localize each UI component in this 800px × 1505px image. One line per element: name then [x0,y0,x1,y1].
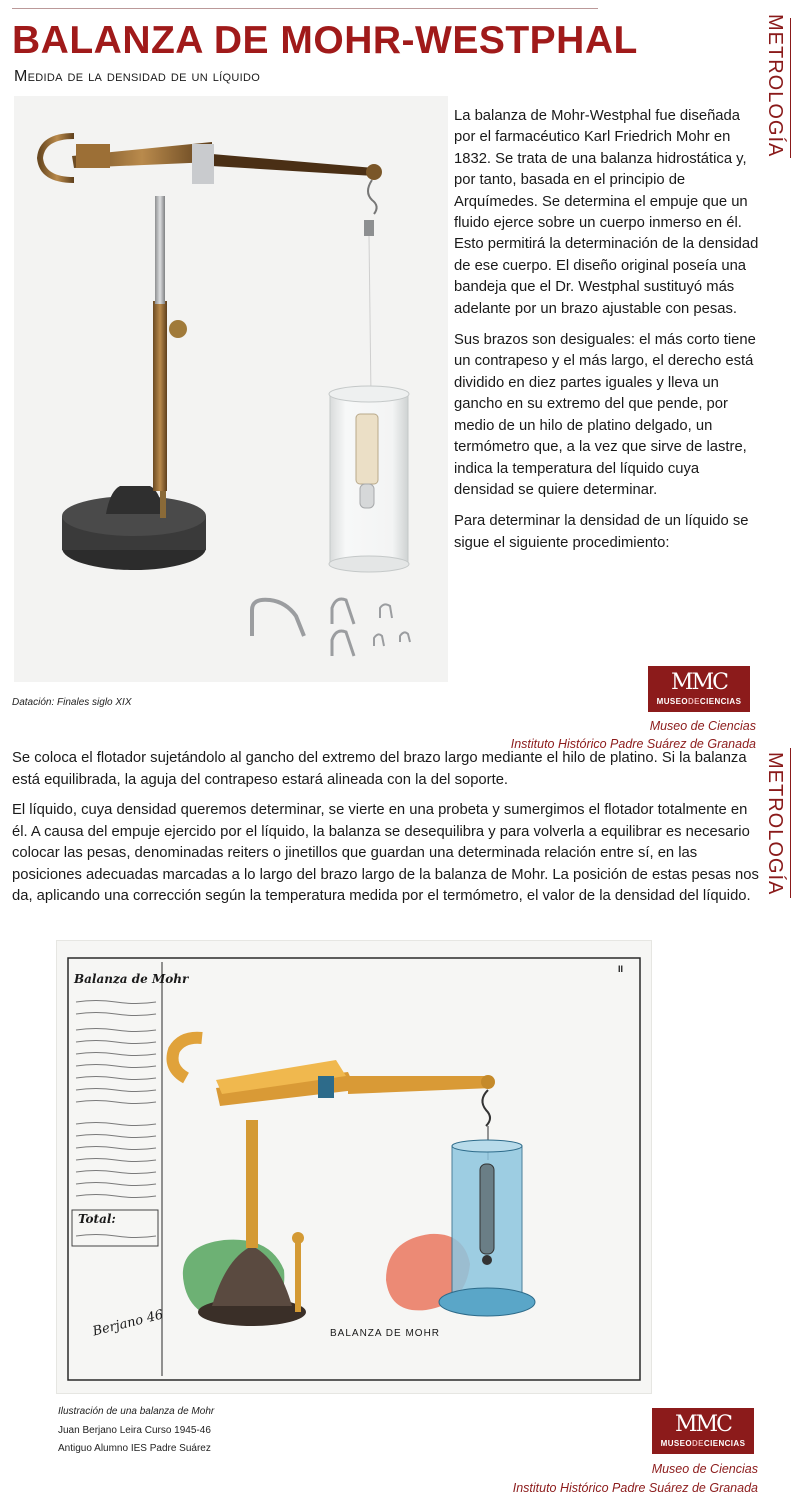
drawing-label: BALANZA DE MOHR [330,1328,441,1339]
museum-logo [652,1408,754,1454]
museum-institute: Instituto Histórico Padre Suárez de Granada [512,1481,758,1495]
museum-name: Museo de Ciencias [649,719,756,733]
drawing-caption-author: Juan Berjano Leira Curso 1945-46 [58,1425,211,1436]
intro-paragraph: Sus brazos son desiguales: el más corto tiene un contrapeso y el más largo, el derecho está dividido en diez partes iguales y lleva un gancho en su extremo del que pende, por medio de un hilo de platino delgado, un termómetro que, a la vez que sirve de lastre, indica la temperatura del líquido cuya densidad se quiere determinar. [454,332,756,498]
museum-logo [648,666,750,712]
side-label-bottom: METROLOGÍA [764,752,786,896]
photo-caption: Datación: Finales siglo XIX [12,697,132,708]
intro-paragraph: Para determinar la densidad de un líquido se sigue el siguiente procedimiento: [454,513,749,551]
page-title: BALANZA DE MOHR-WESTPHAL [12,19,638,62]
drawing-total-label: Total: [78,1212,116,1226]
side-label-top: METROLOGÍA [764,14,786,158]
logo-text: MUSEODECIENCIAS [660,1439,746,1448]
logo-text: MUSEODECIENCIAS [656,697,742,706]
logo-mark: MMC [675,1412,731,1437]
procedure-paragraph: El líquido, cuya densidad queremos determinar, se vierte en una probeta y sumergimos el flotador totalmente en él. A causa del empuje ejercido por el líquido, la balanza se desequilibra y para volverla a equilibrar es necesario colocar las pesas, denominadas reiters o jinetillos que guardan una determinada relación entre sí, en las posiciones adecuadas marcadas a lo largo del brazo largo de la balanza de Mohr. La posición de estas pesas nos da, aplicando una corrección según la temperatura medida por el termómetro, el valor de la densidad del líquido. [12,802,759,904]
side-rule-bottom [790,748,791,898]
intro-text [454,106,760,564]
drawing-caption-title: Ilustración de una balanza de Mohr [58,1406,215,1417]
procedure-text [12,748,762,917]
top-rule [12,8,598,9]
intro-paragraph: La balanza de Mohr-Westphal fue diseñada por el farmacéutico Karl Friedrich Mohr en 1832. Se trata de una balanza hidrostática y, por tanto, basada en el principio de Arquímedes. Se determina el empuje que un fluido ejerce sobre un cuerpo inmerso en él. Esto permitirá la determinación de la densidad de ese cuerpo. El diseño original poseía una bandeja que el Dr. Westphal sustituyó más adelante por un brazo ajustable con pesas. [454,108,759,317]
student-drawing [56,940,652,1394]
procedure-paragraph: Se coloca el flotador sujetándolo al gancho del extremo del brazo largo mediante el hilo de platino. Si la balanza está equilibrada, la aguja del contrapeso estará alineada con la del soporte. [12,750,747,788]
drawing-caption-alumni: Antiguo Alumno IES Padre Suárez [58,1443,211,1454]
drawing-heading: Balanza de Mohr [74,972,189,986]
balance-photo-illustration [14,96,448,682]
drawing-signature: Berjano 46 [91,1307,165,1340]
logo-mark: MMC [671,670,727,695]
side-rule-top [790,18,791,158]
page-subtitle: Medida de la densidad de un líquido [14,68,261,85]
museum-institute: Instituto Histórico Padre Suárez de Granada [510,737,756,751]
balance-photo [14,96,448,682]
drawing-plate-number: II [618,964,624,974]
museum-name: Museo de Ciencias [651,1462,758,1476]
